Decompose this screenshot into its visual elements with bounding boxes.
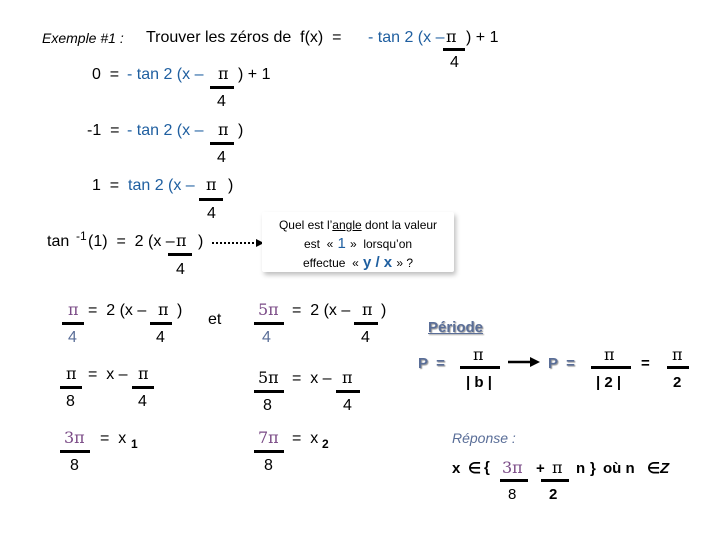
mid-r1-den1: 4 <box>262 329 271 346</box>
answer-in-2: ∈ <box>647 460 661 477</box>
note-box <box>262 212 454 272</box>
left-r1-den1: 4 <box>68 329 77 346</box>
note-line-1-b: dont la valeur <box>361 218 438 232</box>
step4-den: 4 <box>176 261 185 278</box>
answer-in: ∈ <box>468 460 482 477</box>
left-r1-pi: π <box>68 300 79 319</box>
mid-r2-den2: 4 <box>343 397 352 414</box>
step1-tail: ) + 1 <box>238 66 271 83</box>
step3-func: tan 2 (x – <box>128 177 195 194</box>
left-r1-eq: = 2 (x – <box>88 302 147 319</box>
period-heading: Période <box>428 319 484 336</box>
period-p3-den: 2 <box>673 374 682 391</box>
title-text: Trouver les zéros de f(x) = <box>146 29 342 46</box>
answer-bar <box>500 479 528 482</box>
note-line-2-a: est « <box>303 237 334 251</box>
period-p2-num: π <box>604 345 615 364</box>
mid-r1-tail: ) <box>381 302 387 319</box>
note-line-1-a: Quel est l’ <box>278 218 333 232</box>
left-r3-eq: = x <box>100 430 127 447</box>
step2-tail: ) <box>238 122 244 139</box>
period-p-eq: P = <box>418 355 445 372</box>
step4-fraction-bar <box>168 253 192 256</box>
step4-arg: (1) = 2 (x – <box>88 233 175 250</box>
left-r3-bar <box>60 450 90 453</box>
title-tail: ) + 1 <box>466 29 499 46</box>
period-p2-den: | 2 | <box>596 374 622 391</box>
note-value-yx: y / x <box>358 254 397 271</box>
left-r2-den1: 8 <box>66 393 75 410</box>
answer-plus: + <box>536 460 545 477</box>
step1-lhs: 0 = <box>92 66 120 83</box>
step4-tail: ) <box>198 233 204 250</box>
mid-r3-num: 7π <box>258 428 279 447</box>
note-line-1 <box>262 218 454 232</box>
left-r2-eq: = x – <box>88 366 128 383</box>
answer-num: 3π <box>502 458 523 477</box>
mid-r1-den2: 4 <box>361 329 370 346</box>
left-r3-den: 8 <box>70 457 79 474</box>
mid-r3-den: 8 <box>264 457 273 474</box>
step3-pi: π <box>206 175 217 194</box>
left-r2-bar1 <box>60 386 82 389</box>
step1-fraction-bar <box>210 86 234 89</box>
step3-tail: ) <box>228 177 234 194</box>
left-r1-pi2: π <box>158 300 169 319</box>
note-line-2 <box>262 235 454 252</box>
mid-r2-pi2: π <box>342 368 353 387</box>
note-line-3 <box>262 254 454 271</box>
step4-pi: π <box>176 231 187 250</box>
step1-func: - tan 2 (x – <box>127 66 204 83</box>
period-p3-num: π <box>672 345 683 364</box>
mid-r2-bar2 <box>336 390 360 393</box>
title-fraction-bar <box>443 48 465 51</box>
left-r2-den2: 4 <box>138 393 147 410</box>
step1-den: 4 <box>217 93 226 110</box>
mid-r1-bar2 <box>354 322 378 325</box>
mid-r3-bar <box>254 450 284 453</box>
period-p3-bar <box>667 366 689 369</box>
mid-r1-pi: 5π <box>258 300 279 319</box>
answer-den: 8 <box>508 486 517 503</box>
step1-pi: π <box>218 64 229 83</box>
answer-bar-2 <box>541 479 569 482</box>
period-p-den: | b | <box>466 374 492 391</box>
step2-lhs: -1 = <box>87 122 120 139</box>
step2-den: 4 <box>217 149 226 166</box>
answer-heading: Réponse : <box>452 430 516 446</box>
step3-den: 4 <box>207 205 216 222</box>
note-angle: angle <box>332 218 362 232</box>
left-r1-den2: 4 <box>156 329 165 346</box>
step3-fraction-bar <box>199 198 223 201</box>
step3-lhs: 1 = <box>92 177 120 194</box>
answer-where: où n <box>603 460 635 477</box>
mid-r3-sub: 2 <box>322 437 329 451</box>
answer-brace-open: { <box>484 459 490 476</box>
left-r3-sub: 1 <box>131 437 138 451</box>
arrow-right-icon <box>508 356 540 368</box>
answer-z: Z <box>660 460 670 477</box>
step4-sup: -1 <box>76 229 87 243</box>
mid-r1-eq: = 2 (x – <box>292 302 351 319</box>
note-value-1: 1 <box>333 235 350 252</box>
left-r1-bar2 <box>150 322 172 325</box>
left-r2-bar2 <box>132 386 154 389</box>
left-r2-pi: π <box>66 364 77 383</box>
step2-func: - tan 2 (x – <box>127 122 204 139</box>
left-r2-pi2: π <box>138 364 149 383</box>
dotted-arrow-icon <box>212 238 264 248</box>
answer-n: n <box>576 460 586 477</box>
step4-tan: tan <box>47 233 70 250</box>
period-p2-eq: P = <box>548 355 575 372</box>
note-line-3-a: effectue « <box>302 256 359 270</box>
mid-r2-pi: 5π <box>258 368 279 387</box>
answer-brace-close: } <box>590 460 596 477</box>
left-r1-tail: ) <box>177 302 183 319</box>
note-line-2-b: » lorsqu’on <box>350 237 413 251</box>
mid-r3-eq: = x <box>292 430 319 447</box>
title-pi: π <box>446 27 457 46</box>
mid-r2-bar1 <box>254 390 284 393</box>
step2-pi: π <box>218 120 229 139</box>
left-r3-num: 3π <box>64 428 85 447</box>
title-den: 4 <box>450 54 459 71</box>
example-label: Exemple #1 : <box>42 30 124 46</box>
mid-r1-pi2: π <box>362 300 373 319</box>
mid-r2-eq: = x – <box>292 370 332 387</box>
note-line-3-b: » ? <box>396 256 414 270</box>
mid-r1-bar1 <box>254 322 284 325</box>
period-p-bar <box>460 366 500 369</box>
answer-x: x <box>452 460 461 477</box>
answer-pi: π <box>552 458 563 477</box>
period-p-num: π <box>473 345 484 364</box>
title-func: - tan 2 (x – <box>368 29 445 46</box>
connector-et: et <box>208 311 222 328</box>
mid-r2-den1: 8 <box>263 397 272 414</box>
period-p2-bar <box>591 366 631 369</box>
period-p3-eq: = <box>641 355 650 372</box>
answer-den-2: 2 <box>549 486 558 503</box>
step2-fraction-bar <box>210 142 234 145</box>
left-r1-bar1 <box>62 322 84 325</box>
